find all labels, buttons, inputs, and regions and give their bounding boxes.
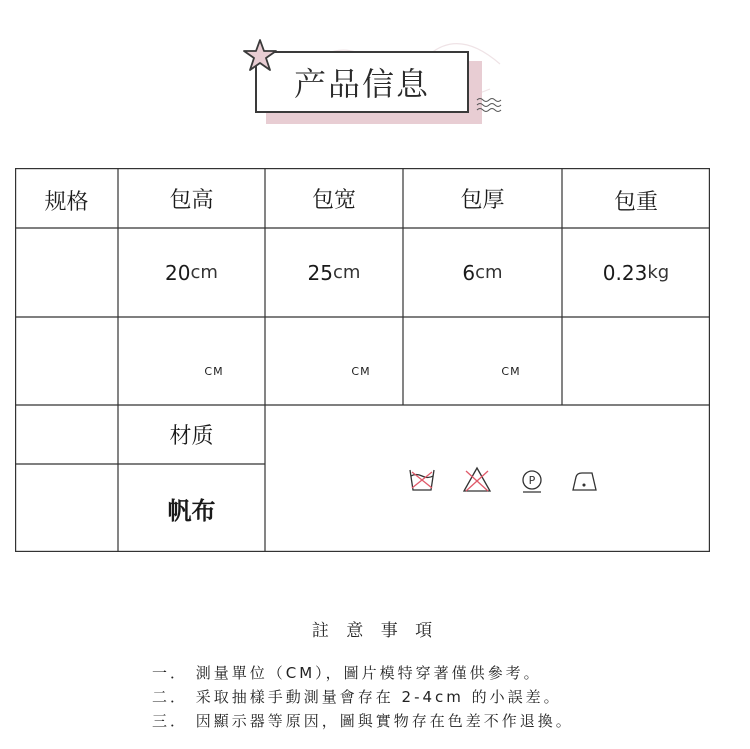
note-line: 一． 測量單位（CM），圖片模特穿著僅供參考。: [152, 664, 542, 682]
value-thickness: [403, 228, 562, 317]
value-height-number: 20: [165, 260, 191, 285]
material-label: 材质: [169, 424, 214, 449]
iron-low-icon: [573, 473, 596, 490]
waves-icon: [475, 96, 505, 114]
header-spec: 规格: [44, 189, 89, 215]
cm-label: CM: [501, 364, 521, 378]
page-title: 产品信息: [293, 65, 430, 103]
value-thickness-unit: cm: [475, 262, 503, 283]
title-badge: [0, 0, 750, 140]
cm-label: CM: [204, 364, 224, 378]
value-height: [118, 228, 265, 317]
dry-clean-p-icon: [523, 471, 541, 492]
value-weight: [562, 228, 710, 317]
hand-wash-icon: [410, 470, 434, 490]
value-weight-unit: kg: [647, 262, 670, 283]
note-line: 二． 采取抽樣手動測量會存在 2-4cm 的小誤差。: [152, 688, 562, 706]
star-icon: [242, 38, 278, 72]
value-weight-number: 0.23: [602, 260, 648, 285]
svg-text:P: P: [528, 474, 536, 487]
value-width-number: 25: [307, 260, 333, 285]
cm-label: CM: [351, 364, 371, 378]
care-icons: [402, 464, 602, 496]
header-weight: 包重: [613, 189, 658, 215]
header-thickness: 包厚: [460, 187, 505, 213]
header-height: 包高: [169, 187, 214, 213]
material-value: 帆布: [167, 496, 216, 525]
no-bleach-icon: [464, 468, 490, 491]
value-width: [265, 228, 403, 317]
value-width-unit: cm: [333, 262, 361, 283]
notes-title: 註 意 事 項: [311, 621, 439, 641]
value-thickness-number: 6: [462, 260, 476, 285]
spec-table: [15, 168, 710, 552]
note-line: 三． 因顯示器等原因，圖與實物存在色差不作退換。: [152, 712, 574, 730]
value-height-unit: cm: [190, 262, 218, 283]
header-width: 包宽: [311, 187, 356, 213]
